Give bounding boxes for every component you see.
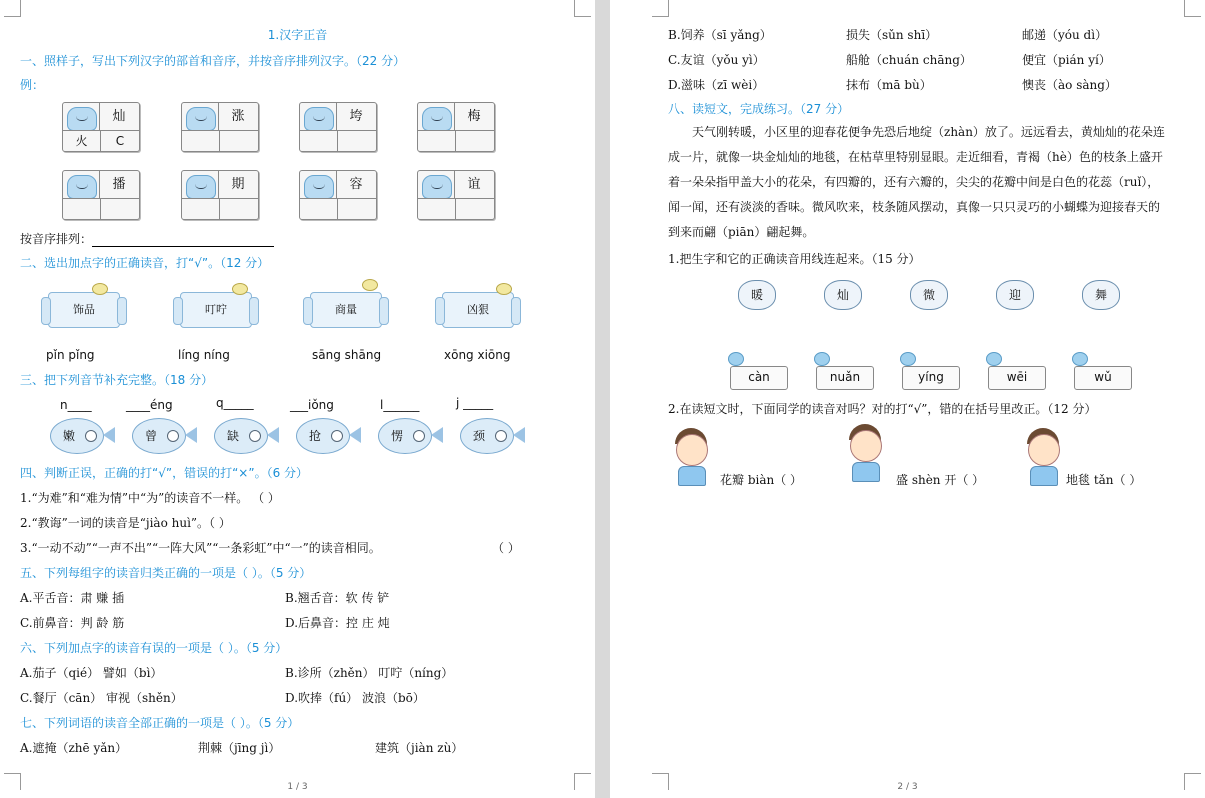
letter-box[interactable] [220, 130, 258, 151]
order-label [20, 230, 274, 247]
char-card [62, 102, 140, 152]
flower-char[interactable] [1082, 280, 1120, 310]
cat-icon [67, 175, 97, 199]
option-a-word-1[interactable]: A.遮掩（zhē yǎn） [20, 741, 128, 755]
section-2-heading: 二、选出加点字的正确读音，打“√”。（12 分） [20, 256, 270, 270]
scroll-word: 凶狠 [467, 303, 489, 316]
passage-line: 天气刚转暖，小区里的迎春花便争先恐后地绽（zhàn）放了。远远看去，黄灿灿的花朵连 [692, 125, 1165, 139]
bow-icon [496, 283, 512, 295]
pinyin-options[interactable]: pǐn pǐng [46, 348, 95, 362]
option-b-word-1[interactable]: B.饲养（sī yǎng） [668, 28, 772, 42]
fish-char: 曾 [145, 429, 158, 443]
radical-box[interactable] [300, 198, 338, 219]
section-8-heading: 八、读短文，完成练习。（27 分） [668, 102, 850, 116]
fish-icon [422, 107, 452, 131]
page-1 [0, 0, 595, 798]
pinyin-text: wǔ [1094, 370, 1112, 384]
option-c-word-3: 便宜（pián yí） [1022, 53, 1111, 67]
kid-answer[interactable]: 地毯 tǎn（ ） [1066, 473, 1142, 487]
option-d-word-2: 抹布（mā bù） [846, 78, 932, 92]
card-char: 容 [336, 171, 375, 198]
fish-icon [296, 418, 350, 454]
bow-icon [362, 279, 378, 291]
char-card [417, 102, 495, 152]
cat-icon [67, 107, 97, 131]
char-card [299, 170, 377, 220]
letter-box[interactable] [220, 198, 258, 219]
bow-icon [92, 283, 108, 295]
option-b-word-3: 邮递（yóu dì） [1022, 28, 1108, 42]
flower-char[interactable] [824, 280, 862, 310]
scroll-word: 饰品 [73, 303, 95, 316]
section-6-heading: 六、下列加点字的读音有误的一项是（ ）。（5 分） [20, 641, 288, 655]
passage-line: 闻一闻，还有淡淡的香味。微风吹来，枝条随风摆动，真像一只只灵巧的小蝴蝶为迎接春天的 [668, 200, 1161, 214]
scroll-banner [310, 292, 382, 328]
girl-icon [672, 428, 712, 484]
cat-icon [304, 175, 334, 199]
question-4-3: 3.“一动不动”“一声不出”“一阵大风”“一条彩虹”中“一”的读音相同。 [20, 541, 381, 555]
crop-mark [652, 0, 669, 17]
page-title: 1.汉字正音 [267, 28, 328, 42]
option-a[interactable]: A.平舌音：肃 赚 插 [20, 591, 125, 605]
boy-icon [846, 424, 886, 480]
option-d[interactable]: D.吹捧（fú） 波浪（bō） [285, 691, 425, 705]
scroll-banner [48, 292, 120, 328]
reading-passage [668, 120, 1188, 245]
fish-icon [186, 175, 216, 199]
syllable-blank[interactable]: l______ [380, 398, 420, 412]
fish-icon [50, 418, 104, 454]
section-5-heading: 五、下列每组字的读音归类正确的一项是（ ）。（5 分） [20, 566, 312, 580]
radical-box[interactable]: 火 [63, 130, 101, 151]
option-d-word-1[interactable]: D.滋味（zī wèi） [668, 78, 765, 92]
clover-icon [986, 352, 1002, 366]
option-c-word-1[interactable]: C.友谊（yǒu yì） [668, 53, 765, 67]
letter-box[interactable] [456, 130, 494, 151]
flower-char-text: 舞 [1094, 288, 1107, 302]
radical-box[interactable] [182, 198, 220, 219]
clover-icon [728, 352, 744, 366]
flower-char[interactable] [996, 280, 1034, 310]
pinyin-text: wēi [1006, 370, 1028, 384]
option-a-word-2: 荆棘（jīng jì） [198, 741, 281, 755]
passage-line: 到来而翩（piān）翩起舞。 [668, 225, 815, 239]
option-c[interactable]: C.前鼻音：判 龄 筋 [20, 616, 125, 630]
option-a-word-3: 建筑（jiàn zù） [375, 741, 464, 755]
card-char: 垮 [336, 103, 375, 130]
fish-icon [378, 418, 432, 454]
page-number: 2 / 3 [897, 782, 918, 792]
char-card [62, 170, 140, 220]
answer-bracket[interactable]: （ ） [492, 541, 520, 555]
fish-icon [186, 107, 216, 131]
letter-box[interactable] [101, 198, 139, 219]
letter-box[interactable] [456, 198, 494, 219]
char-card [417, 170, 495, 220]
passage-line: 成一片，就像一块金灿灿的地毯，在枯草里特别显眼。走近细看，青褐（hè）色的枝条上盛开 [668, 150, 1163, 164]
scroll-word: 叮咛 [205, 303, 227, 316]
option-b-word-2: 损失（sǔn shī） [846, 28, 938, 42]
card-char: 灿 [99, 103, 138, 130]
section-7-heading: 七、下列词语的读音全部正确的一项是（ ）。（5 分） [20, 716, 300, 730]
radical-box[interactable] [63, 198, 101, 219]
question-4-1: 1.“为难”和“难为情”中“为”的读音不一样。 （ ） [20, 491, 280, 505]
crop-mark [1184, 0, 1201, 17]
clover-icon [900, 352, 916, 366]
card-char: 谊 [454, 171, 493, 198]
flower-char[interactable] [738, 280, 776, 310]
kid-answer[interactable]: 盛 shèn 开（ ） [896, 473, 985, 487]
scroll-banner [442, 292, 514, 328]
clover-icon [1072, 352, 1088, 366]
kid-answer[interactable]: 花瓣 biàn（ ） [720, 473, 803, 487]
pinyin-options[interactable]: sāng shāng [312, 348, 382, 362]
fish-char: 颈 [473, 429, 486, 443]
syllable-blank[interactable]: ____éng [126, 398, 173, 412]
card-char: 期 [218, 171, 257, 198]
radical-box[interactable] [418, 130, 456, 151]
fish-icon [422, 175, 452, 199]
pinyin-box[interactable] [1074, 366, 1132, 390]
flower-char-text: 迎 [1008, 288, 1021, 302]
option-c-word-2: 船舱（chuán chāng） [846, 53, 972, 67]
fish-char: 抢 [309, 429, 322, 443]
bow-icon [232, 283, 248, 295]
scroll-banner [180, 292, 252, 328]
letter-box[interactable]: C [101, 130, 139, 151]
section-3-heading: 三、把下列音节补充完整。（18 分） [20, 373, 214, 387]
pinyin-box[interactable] [816, 366, 874, 390]
flower-char-text: 暖 [750, 288, 763, 302]
question-8-2: 2.在读短文时，下面同学的读音对吗？对的打“√”，错的在括号里改正。（12 分） [668, 402, 1097, 416]
fish-icon [214, 418, 268, 454]
card-char: 播 [99, 171, 138, 198]
cat-icon [304, 107, 334, 131]
option-d-word-3: 懊丧（ào sàng） [1022, 78, 1117, 92]
char-card [181, 170, 259, 220]
section-1-heading: 一、照样子，写出下列汉字的部首和音序，并按音序排列汉字。（22 分） [20, 54, 406, 68]
radical-box[interactable] [418, 198, 456, 219]
flower-char-text: 灿 [836, 288, 849, 302]
pinyin-options[interactable]: líng níng [178, 348, 230, 362]
page-number: 1 / 3 [287, 782, 308, 792]
fish-icon [132, 418, 186, 454]
option-d[interactable]: D.后鼻音：控 庄 炖 [285, 616, 390, 630]
pinyin-text: nuǎn [829, 370, 861, 384]
syllable-blank[interactable]: q_____ [216, 396, 254, 410]
scroll-word: 商量 [335, 303, 357, 316]
option-b[interactable]: B.诊所（zhěn） 叮咛（níng） [285, 666, 454, 680]
char-card [181, 102, 259, 152]
example-label: 例： [20, 78, 45, 92]
option-c[interactable]: C.餐厅（cān） 审视（shěn） [20, 691, 183, 705]
syllable-blank[interactable]: ___iǒng [290, 398, 334, 412]
girl-icon [1024, 428, 1064, 484]
radical-box[interactable] [300, 130, 338, 151]
fish-char: 缺 [227, 429, 240, 443]
flower-char[interactable] [910, 280, 948, 310]
letter-box[interactable] [338, 198, 376, 219]
crop-mark [574, 0, 591, 17]
syllable-blank[interactable]: n____ [60, 398, 92, 412]
letter-box[interactable] [338, 130, 376, 151]
pinyin-text: càn [748, 370, 770, 384]
section-4-heading: 四、判断正误，正确的打“√”，错误的打“×”。（6 分） [20, 466, 309, 480]
option-b[interactable]: B.翘舌音：软 传 铲 [285, 591, 390, 605]
option-a[interactable]: A.茄子（qié） 譬如（bì） [20, 666, 163, 680]
pinyin-box[interactable] [730, 366, 788, 390]
fish-char: 嫩 [63, 429, 76, 443]
question-4-2: 2.“教诲”一词的读音是“jiào huì”。（ ） [20, 516, 231, 530]
crop-mark [4, 0, 21, 17]
fish-char: 愣 [391, 429, 404, 443]
pinyin-options[interactable]: xōng xiōng [444, 348, 511, 362]
order-answer-line[interactable] [92, 232, 274, 247]
clover-icon [814, 352, 830, 366]
order-label-text: 按音序排列： [20, 232, 93, 246]
pinyin-text: yíng [918, 370, 944, 384]
fish-icon [460, 418, 514, 454]
passage-line: 着一朵朵指甲盖大小的花朵，有四瓣的，还有六瓣的，尖尖的花瓣中间是白色的花蕊（ruǐ）， [668, 175, 1160, 189]
flower-char-text: 微 [922, 288, 935, 302]
card-char: 梅 [454, 103, 493, 130]
char-card [299, 102, 377, 152]
pinyin-box[interactable] [902, 366, 960, 390]
question-8-1: 1.把生字和它的正确读音用线连起来。（15 分） [668, 252, 921, 266]
pinyin-box[interactable] [988, 366, 1046, 390]
radical-box[interactable] [182, 130, 220, 151]
card-char: 涨 [218, 103, 257, 130]
syllable-blank[interactable]: j _____ [456, 396, 494, 410]
